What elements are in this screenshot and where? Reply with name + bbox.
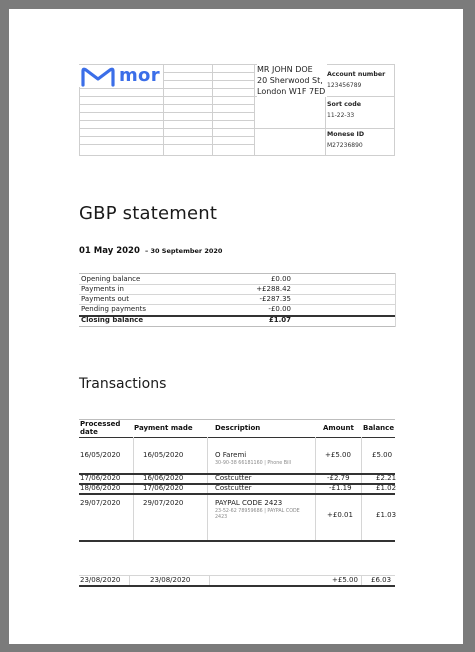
summary-value: -£287.35 (259, 295, 291, 303)
row-description: O Faremi (215, 451, 247, 459)
transactions-title: Transactions (79, 376, 167, 392)
brand-logo (79, 65, 163, 87)
logo-mark-icon (81, 67, 115, 87)
row-amount: +£5.00 (332, 576, 358, 584)
summary-label: Payments out (81, 295, 129, 303)
customer-address (257, 64, 327, 97)
row-balance: £1.02 (376, 484, 397, 492)
summary-label: Closing balance (81, 316, 144, 324)
summary-value: £1.07 (268, 316, 291, 324)
row-payment-date: 17/06/2020 (143, 484, 184, 492)
row-balance: £6.03 (371, 576, 392, 584)
summary-row-closing (79, 315, 405, 325)
col-header-balance: Balance (363, 424, 395, 432)
period-end: – 30 September 2020 (144, 247, 223, 255)
row-balance: £1.03 (376, 511, 397, 519)
col-header-processed: Processed date (80, 420, 121, 436)
summary-row (79, 284, 405, 294)
summary-row (79, 304, 405, 314)
address-line: MR JOHN DOE (257, 65, 313, 74)
row-description: PAYPAL CODE 2423 (215, 499, 283, 507)
summary-value: -£0.00 (268, 305, 291, 313)
account-number-value: 123456789 (327, 82, 362, 89)
row-description: Costcutter (215, 474, 252, 482)
address-line: London W1F 7ED (257, 87, 326, 96)
logo-text: mor (119, 65, 160, 86)
row-balance: £5.00 (372, 451, 393, 459)
period-start: 01 May 2020 (79, 246, 140, 256)
row-description-detail: 23-52-62 78959686 | PAYPAL CODE 2423 (215, 509, 300, 520)
row-amount: -£1.19 (329, 484, 352, 492)
row-description: Costcutter (215, 484, 252, 492)
statement-page (9, 9, 463, 644)
row-amount: +£5.00 (325, 451, 351, 459)
row-amount: +£0.01 (327, 511, 353, 519)
summary-row (79, 294, 405, 304)
row-amount: -£2.79 (327, 474, 350, 482)
col-header-amount: Amount (323, 424, 354, 432)
summary-label: Pending payments (81, 305, 147, 313)
row-processed-date: 17/06/2020 (80, 474, 121, 482)
summary-label: Payments in (81, 285, 124, 293)
sort-code-label: Sort code (327, 101, 362, 108)
row-description-detail: 30-90-38 66181160 | Phone Bill (215, 461, 292, 466)
summary-row (79, 274, 405, 284)
row-payment-date: 29/07/2020 (143, 499, 184, 507)
statement-title: GBP statement (79, 203, 218, 224)
address-line: 20 Sherwood St, (257, 76, 323, 85)
monese-id-value: M27236890 (327, 142, 363, 149)
row-processed-date: 23/08/2020 (80, 576, 121, 584)
row-processed-date: 16/05/2020 (80, 451, 121, 459)
col-header-description: Description (215, 424, 261, 432)
row-payment-date: 16/05/2020 (143, 451, 184, 459)
monese-id-label: Monese ID (327, 131, 365, 138)
summary-value: £0.00 (270, 275, 291, 283)
row-payment-date: 23/08/2020 (150, 576, 191, 584)
row-processed-date: 29/07/2020 (80, 499, 121, 507)
statement-period (79, 238, 222, 257)
account-number-label: Account number (327, 71, 386, 78)
col-header-payment: Payment made (134, 424, 193, 432)
summary-label: Opening balance (81, 275, 141, 283)
summary-value: +£288.42 (256, 285, 291, 293)
sort-code-value: 11-22-33 (327, 112, 355, 119)
row-payment-date: 16/06/2020 (143, 474, 184, 482)
row-processed-date: 18/06/2020 (80, 484, 121, 492)
row-balance: £2.21 (376, 474, 397, 482)
